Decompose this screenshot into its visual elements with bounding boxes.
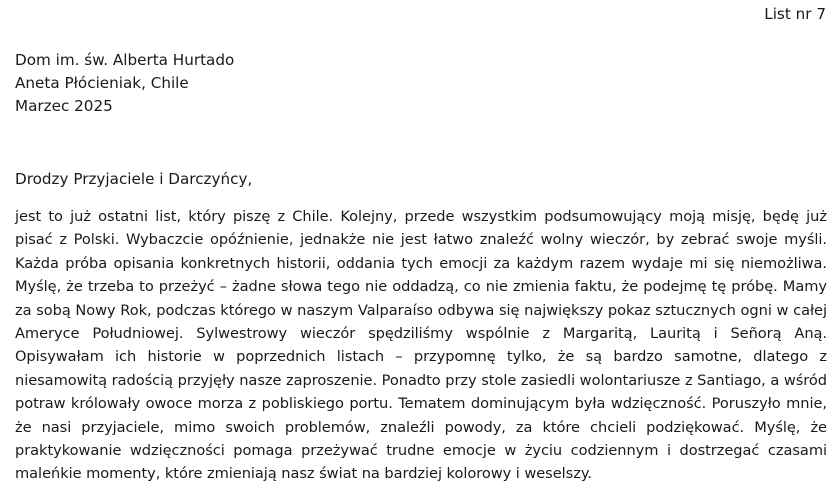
letter-date: Marzec 2025 <box>15 97 113 115</box>
letter-header <box>15 49 234 118</box>
sender-name-location: Aneta Płócieniak, Chile <box>15 74 189 92</box>
letter-body: jest to już ostatni list, który piszę z Chile. Kolejny, przede wszystkim podsumowujący moją misję, będę już pisać z Polski. Wybaczcie opóźnienie, jednakże nie jest łatwo znaleźć wolny wieczór, by zebrać swoje myśli. Każda próba opisania konkretnych historii, oddania tych emocji za każdym razem wydaje mi się niemożliwa. Myślę, że trzeba to przeżyć – żadne słowa tego nie oddadzą, co nie zmienia faktu, że podejmę tę próbę. Mamy za sobą Nowy Rok, podczas którego w naszym Valparaíso odbywa się największy pokaz sztucznych ogni w całej Ameryce Południowej. Sylwestrowy wieczór spędziliśmy wspólnie z Margaritą, Lauritą i Señorą Aną. Opisywałam ich historie w poprzednich listach – przypomnę tylko, że są bardzo samotne, dlatego z niesamowitą radością przyjęły nasze zaproszenie. Ponadto przy stole zasiedli wolontariusze z Santiago, a wśród potraw królowały owoce morza z pobliskiego portu. Tematem dominującym była wdzięczność. Poruszyło mnie, że nasi przyjaciele, mimo swoich problemów, znaleźli powody, za które chcieli podziękować. Myślę, że praktykowanie wdzięczności pomaga przeżywać trudne emocje w życiu codziennym i dostrzegać czasami maleńkie momenty, które zmieniają nasz świat na bardziej kolorowy i weselszy. <box>15 208 827 483</box>
page-number: List nr 7 <box>764 5 826 23</box>
sender-organization: Dom im. św. Alberta Hurtado <box>15 51 235 69</box>
greeting: Drodzy Przyjaciele i Darczyńcy, <box>15 170 253 188</box>
